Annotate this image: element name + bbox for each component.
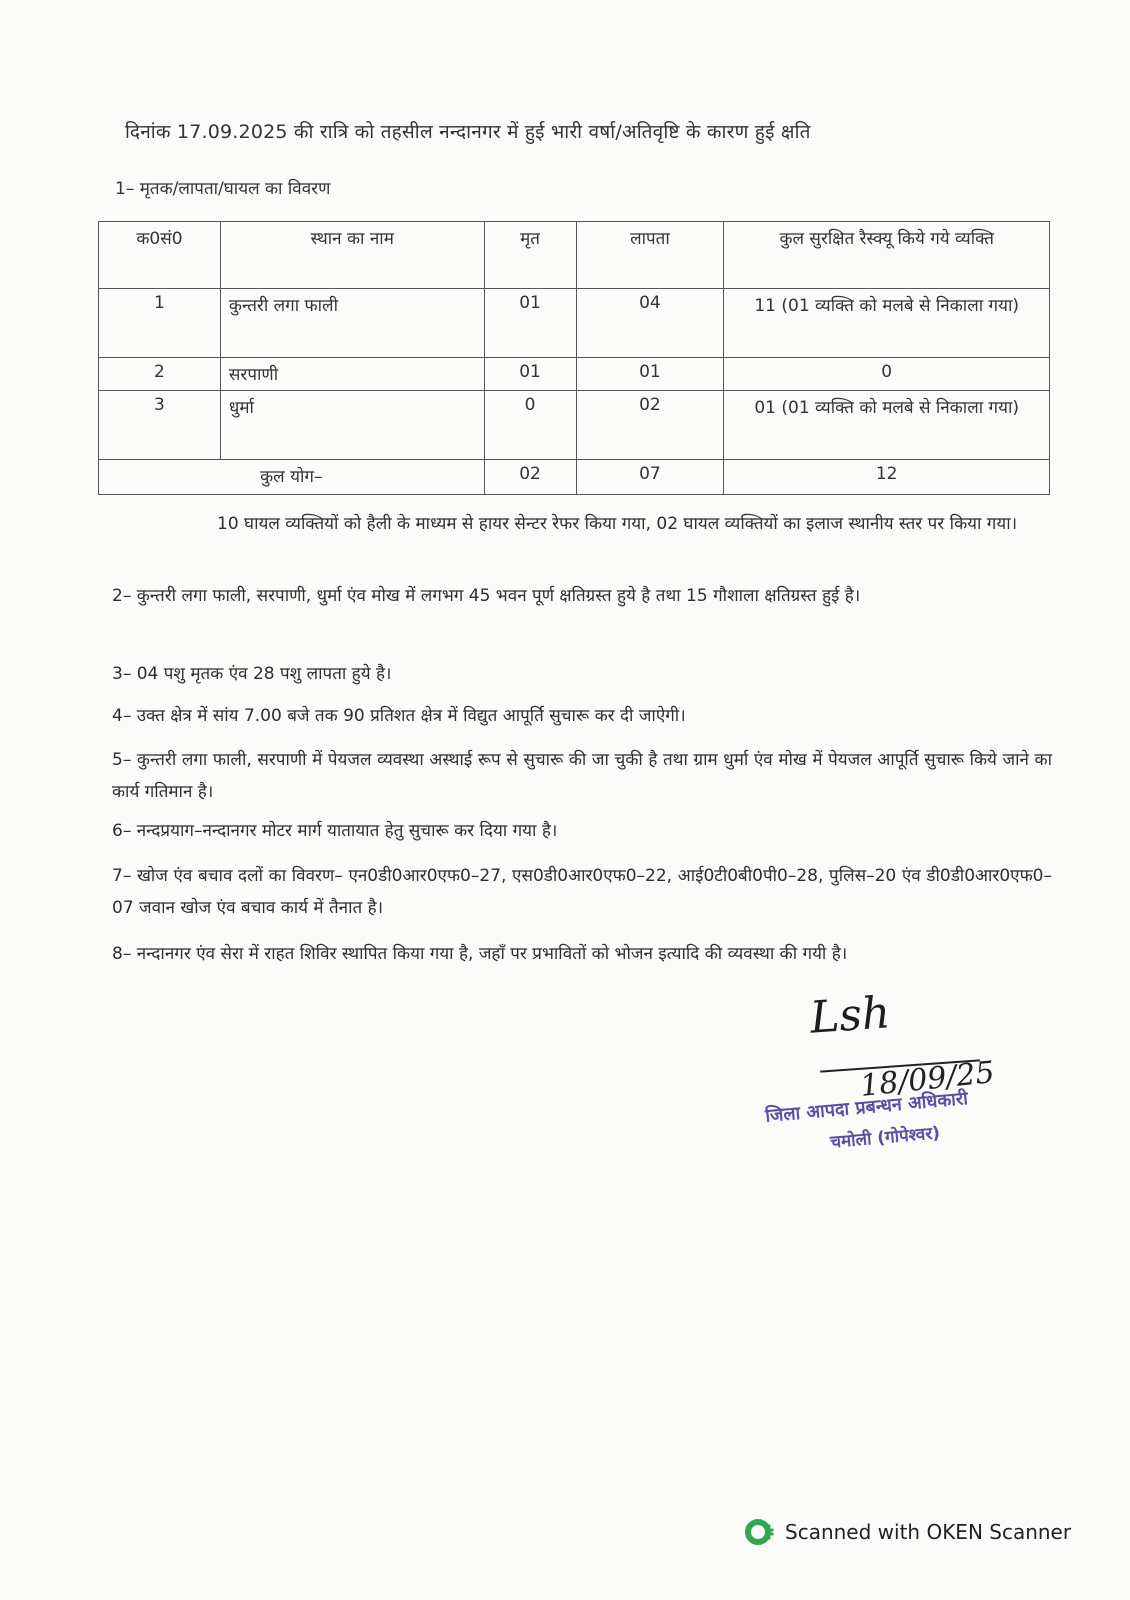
signature-block (760, 987, 1080, 1170)
table-total-row (99, 460, 1050, 495)
cell-rescued: 01 (01 व्यक्ति को मलबे से निकाला गया) (724, 391, 1050, 460)
table-row (99, 289, 1050, 358)
header-rescued: कुल सुरक्षित रैस्क्यू किये गये व्यक्ति (724, 222, 1050, 289)
section-1-heading: 1– मृतक/लापता/घायल का विवरण (115, 179, 331, 199)
point-7: 7– खोज एंव बचाव दलों का विवरण– एन0डी0आर0एफ0–27, एस0डी0आर0एफ0–22, आई0टी0बी0पी0–28, पुलिस–20 एंव डी0डी0आर0एफ0–07 जवान खोज एंव बचाव कार्य में तैनात है। (112, 866, 1052, 918)
cell-dead: 01 (484, 358, 576, 391)
cell-sno: 2 (99, 358, 221, 391)
table-row (99, 358, 1050, 391)
header-dead: मृत (484, 222, 576, 289)
total-missing: 07 (576, 460, 724, 495)
document-title: दिनांक 17.09.2025 की रात्रि को तहसील नन्दानगर में हुई भारी वर्षा/अतिवृष्टि के कारण हुई क्षति (125, 121, 811, 143)
point-8: 8– नन्दानगर एंव सेरा में राहत शिविर स्थापित किया गया है, जहाँ पर प्रभावितों को भोजन इत्यादि की व्यवस्था की गयी है। (112, 944, 848, 964)
total-rescued: 12 (724, 460, 1050, 495)
total-dead: 02 (484, 460, 576, 495)
point-5: 5– कुन्तरी लगा फाली, सरपाणी में पेयजल व्यवस्था अस्थाई रूप से सुचारू की जा चुकी है तथा ग्राम धुर्मा एंव मोख में पेयजल आपूर्ति सुचारू किये जाने का कार्य गतिमान है। (112, 750, 1052, 802)
point-2: 2– कुन्तरी लगा फाली, सरपाणी, धुर्मा एंव मोख में लगभग 45 भवन पूर्ण क्षतिग्रस्त हुये है तथा 15 गौशाला क्षतिग्रस्त हुई है। (112, 586, 861, 606)
scanner-watermark-text: Scanned with OKEN Scanner (785, 1520, 1072, 1544)
cell-missing: 04 (576, 289, 724, 358)
header-place: स्थान का नाम (220, 222, 484, 289)
cell-missing: 01 (576, 358, 724, 391)
total-label: कुल योग– (99, 460, 485, 495)
signature-date: 18/09/25 (858, 1055, 997, 1104)
cell-place: कुन्तरी लगा फाली (220, 289, 484, 358)
point-3: 3– 04 पशु मृतक एंव 28 पशु लापता हुये है। (112, 664, 392, 684)
cell-rescued: 0 (724, 358, 1050, 391)
header-missing: लापता (576, 222, 724, 289)
cell-missing: 02 (576, 391, 724, 460)
oken-scanner-logo-icon (745, 1517, 775, 1547)
cell-dead: 0 (484, 391, 576, 460)
cell-sno: 3 (99, 391, 221, 460)
cell-place: सरपाणी (220, 358, 484, 391)
stamp-location: चमोली (गोपेश्वर) (829, 1123, 941, 1153)
injured-note: 10 घायल व्यक्तियों को हैली के माध्यम से हायर सेन्टर रेफर किया गया, 02 घायल व्यक्तियों का इलाज स्थानीय स्तर पर किया गया। (217, 514, 1018, 534)
point-4: 4– उक्त क्षेत्र में सांय 7.00 बजे तक 90 प्रतिशत क्षेत्र में विद्युत आपूर्ति सुचारू कर दी जाऐगी। (112, 706, 686, 726)
casualty-table (98, 221, 1050, 495)
cell-sno: 1 (99, 289, 221, 358)
cell-dead: 01 (484, 289, 576, 358)
table-row (99, 391, 1050, 460)
cell-rescued: 11 (01 व्यक्ति को मलबे से निकाला गया) (724, 289, 1050, 358)
cell-place: धुर्मा (220, 391, 484, 460)
table-header-row (99, 222, 1050, 289)
scanner-watermark (745, 1517, 1071, 1547)
stamp-designation: जिला आपदा प्रबन्धन अधिकारी (764, 1088, 969, 1127)
point-6: 6– नन्दप्रयाग–नन्दानगर मोटर मार्ग यातायात हेतु सुचारू कर दिया गया है। (112, 821, 558, 841)
handwritten-signature: Lsh (808, 987, 892, 1044)
header-sno: क0सं0 (99, 222, 221, 289)
